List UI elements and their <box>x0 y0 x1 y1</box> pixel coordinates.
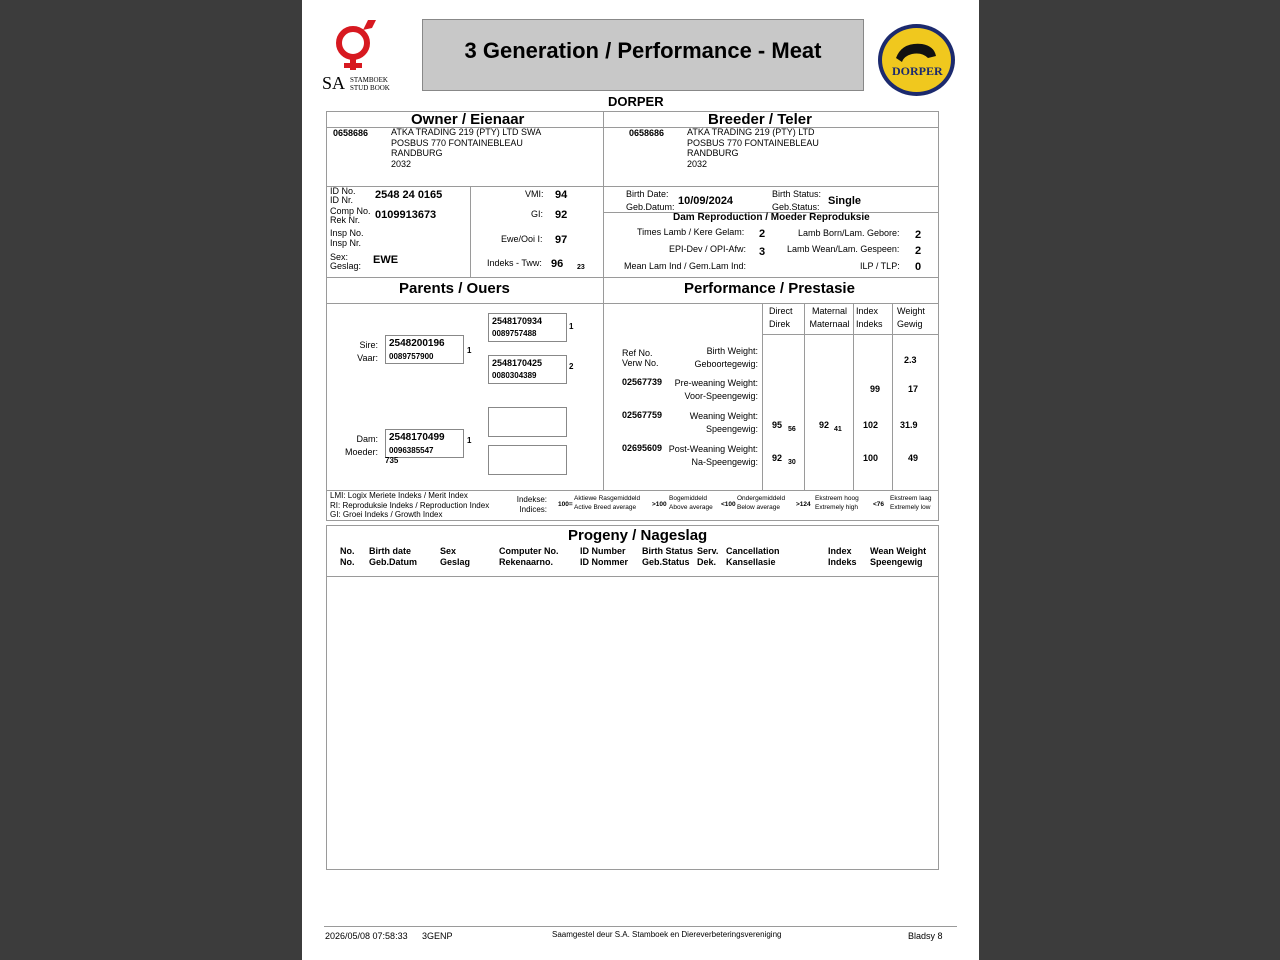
epi-value: 3 <box>759 246 766 258</box>
col-direct: Direct Direk <box>769 306 793 329</box>
page-title: 3 Generation / Performance - Meat <box>464 38 822 63</box>
mean-lam-label: Mean Lam Ind / Gem.Lam Ind: <box>624 261 747 271</box>
sire-sire-id: 2548170934 <box>492 316 543 326</box>
progeny-heading: Progeny / Nageslag <box>568 527 708 544</box>
divider <box>892 303 893 491</box>
progeny-col-id-number: ID Number ID Nommer <box>580 546 629 567</box>
post-weaning-direct: 92 <box>772 453 783 463</box>
sire-comp: 0089757900 <box>389 352 434 361</box>
legend-desc-1: Bogemiddeld Above average <box>669 495 713 511</box>
progeny-col-wean-weight: Wean Weight Speengewig <box>870 546 927 567</box>
animal-sex: EWE <box>373 254 399 266</box>
birth-date-label: Birth Date: Geb.Datum: <box>626 189 675 212</box>
dam-repro-heading: Dam Reproduction / Moeder Reproduksie <box>673 212 870 223</box>
vmi-label: VMI: <box>525 189 544 199</box>
indeks-label: Indeks - Tww: <box>487 258 542 268</box>
legend-indekse-label: Indekse: Indices: <box>516 495 547 514</box>
dam-id: 2548170499 <box>389 432 445 443</box>
sa-logo-text: SA <box>322 73 346 93</box>
legend-sym-4: <76 <box>873 501 885 508</box>
row-weaning-label: Weaning Weight: Speengewig: <box>689 411 758 434</box>
birth-status-value: Single <box>828 195 862 207</box>
lamb-born-label: Lamb Born/Lam. Gebore: <box>798 228 900 238</box>
dam-sire-box <box>488 407 567 437</box>
legend-sym-2: <100 <box>721 501 736 508</box>
birth-weight-value: 2.3 <box>904 355 917 365</box>
dorper-logo-inner <box>882 28 951 92</box>
sire-dam-comp: 0080304389 <box>492 371 537 380</box>
lamb-born-value: 2 <box>915 229 922 241</box>
footer-compiled: Saamgestel deur S.A. Stamboek en Diereverbeteringsvereniging <box>552 930 782 939</box>
divider <box>853 303 854 491</box>
legend-sym-1: >100 <box>652 501 667 508</box>
row-post-weaning-label: Post-Weaning Weight: Na-Speengewig: <box>668 444 758 467</box>
col-index: Index Indeks <box>856 306 883 329</box>
dorper-logo <box>878 24 955 96</box>
insp-label: Insp No. Insp Nr. <box>330 228 364 248</box>
parents-heading: Parents / Ouers <box>399 280 510 297</box>
breeder-code: 0658686 <box>629 128 665 138</box>
pre-weaning-ref: 02567739 <box>622 377 663 387</box>
legend-sym-3: >124 <box>796 501 811 508</box>
indeks-sub: 23 <box>577 264 585 271</box>
progeny-col-sex: Sex Geslag <box>440 546 471 567</box>
animal-comp-no: 0109913673 <box>375 209 437 221</box>
legend-desc-4: Ekstreem laag Extremely low <box>890 495 932 511</box>
birth-date-value: 10/09/2024 <box>678 195 734 207</box>
legend-desc-3: Ekstreem hoog Extremely high <box>815 495 859 511</box>
sire-sire-comp: 0089757488 <box>492 329 537 338</box>
sire-dam-count: 2 <box>569 362 574 371</box>
divider <box>804 303 805 491</box>
title-box <box>422 19 864 91</box>
times-lamb-value: 2 <box>759 228 766 240</box>
ref-label: Ref No. Verw No. <box>622 348 659 368</box>
comp-label: Comp No. Rek Nr. <box>330 206 371 225</box>
progeny-col-birth-status: Birth Status Geb.Status <box>642 546 694 567</box>
col-weight: Weight Gewig <box>897 306 925 329</box>
owner-code: 0658686 <box>333 128 369 138</box>
weaning-maternal-sub: 41 <box>834 426 842 433</box>
ewe-label: Ewe/Ooi I: <box>501 234 543 244</box>
divider <box>603 111 604 187</box>
ewe-value: 97 <box>555 234 568 246</box>
sa-logo-symbol-icon <box>332 18 380 74</box>
divider <box>603 186 604 278</box>
breeder-heading: Breeder / Teler <box>708 111 812 128</box>
progeny-col-index: Index Indeks <box>828 546 857 567</box>
dam-count: 1 <box>467 436 472 445</box>
dam-label: Dam: Moeder: <box>344 434 378 457</box>
epi-label: EPI-Dev / OPI-Afw: <box>669 244 747 254</box>
weaning-direct: 95 <box>772 420 783 430</box>
post-weaning-ref: 02695609 <box>622 443 663 453</box>
sire-sire-count: 1 <box>569 322 574 331</box>
row-pre-weaning-label: Pre-weaning Weight: Voor-Speengewig: <box>674 378 758 401</box>
lamb-wean-value: 2 <box>915 245 922 257</box>
progeny-col-no: No. No. <box>340 546 355 567</box>
breeder-address: ATKA TRADING 219 (PTY) LTD POSBUS 770 FONTAINEBLEAU RANDBURG 2032 <box>687 127 819 169</box>
progeny-col-cancellation: Cancellation Kansellasie <box>726 546 780 567</box>
indeks-value: 96 <box>551 258 564 270</box>
gi-value: 92 <box>555 209 568 221</box>
weaning-direct-sub: 56 <box>788 426 796 433</box>
dam-extra: 735 <box>385 456 399 465</box>
col-maternal: Maternal Maternaal <box>809 306 850 329</box>
vmi-value: 94 <box>555 189 568 201</box>
dam-dam-box <box>488 445 567 475</box>
dorper-logo-text: DORPER <box>892 64 943 78</box>
weaning-index: 102 <box>863 420 879 430</box>
gi-label: GI: <box>531 209 544 219</box>
weaning-weight: 31.9 <box>900 420 918 430</box>
owner-heading: Owner / Eienaar <box>411 111 525 128</box>
row-birth-weight-label: Birth Weight: Geboortegewig: <box>694 346 758 369</box>
footer-page: Bladsy 8 <box>908 931 943 941</box>
progeny-col-computer-no: Computer No. Rekenaarno. <box>499 546 559 567</box>
ilp-value: 0 <box>915 261 922 273</box>
animal-id: 2548 24 0165 <box>375 189 443 201</box>
divider <box>470 186 471 278</box>
document-page <box>302 0 979 960</box>
divider <box>762 303 763 491</box>
sire-id: 2548200196 <box>389 338 445 349</box>
divider <box>762 334 939 335</box>
pre-weaning-index: 99 <box>870 384 881 394</box>
footer-divider <box>324 926 957 927</box>
progeny-col-serv: Serv. Dek. <box>697 546 719 567</box>
dam-comp: 0096385547 <box>389 446 434 455</box>
divider <box>326 576 939 577</box>
post-weaning-direct-sub: 30 <box>788 459 796 466</box>
lamb-wean-label: Lamb Wean/Lam. Gespeen: <box>787 244 900 254</box>
weaning-maternal: 92 <box>819 420 830 430</box>
sa-logo-subtext: STAMBOEK STUD BOOK <box>350 76 390 92</box>
footer-code: 3GENP <box>422 931 453 941</box>
divider <box>603 277 604 491</box>
pre-weaning-weight: 17 <box>908 384 919 394</box>
legend-sym-0: 100= <box>558 501 573 508</box>
post-weaning-weight: 49 <box>908 453 919 463</box>
sex-label: Sex: Geslag: <box>330 252 362 271</box>
legend-indices: LMI: Logix Meriete Indeks / Merit Index RI: Reproduksie Indeks / Reproduction Index GI: Groei Indeks / Growth Index <box>330 491 490 519</box>
legend-desc-0: Aktiewe Rasgemiddeld Active Breed average <box>574 495 641 511</box>
breed-name: DORPER <box>608 94 664 109</box>
sire-count: 1 <box>467 346 472 355</box>
progeny-col-birth-date: Birth date Geb.Datum <box>369 546 418 567</box>
weaning-ref: 02567759 <box>622 410 663 420</box>
sire-dam-id: 2548170425 <box>492 358 543 368</box>
post-weaning-index: 100 <box>863 453 879 463</box>
birth-status-label: Birth Status: Geb.Status: <box>772 189 822 212</box>
owner-address: ATKA TRADING 219 (PTY) LTD SWA POSBUS 770 FONTAINEBLEAU RANDBURG 2032 <box>391 127 542 169</box>
sheep-head-icon <box>882 28 951 92</box>
sire-label: Sire: Vaar: <box>357 340 378 363</box>
times-lamb-label: Times Lamb / Kere Gelam: <box>637 227 745 237</box>
performance-heading: Performance / Prestasie <box>684 280 855 297</box>
divider <box>326 303 939 304</box>
legend-desc-2: Ondergemiddeld Below average <box>737 495 786 511</box>
ilp-label: ILP / TLP: <box>860 261 900 271</box>
id-label: ID No. ID Nr. <box>330 186 356 205</box>
footer-datetime: 2026/05/08 07:58:33 <box>325 931 408 941</box>
